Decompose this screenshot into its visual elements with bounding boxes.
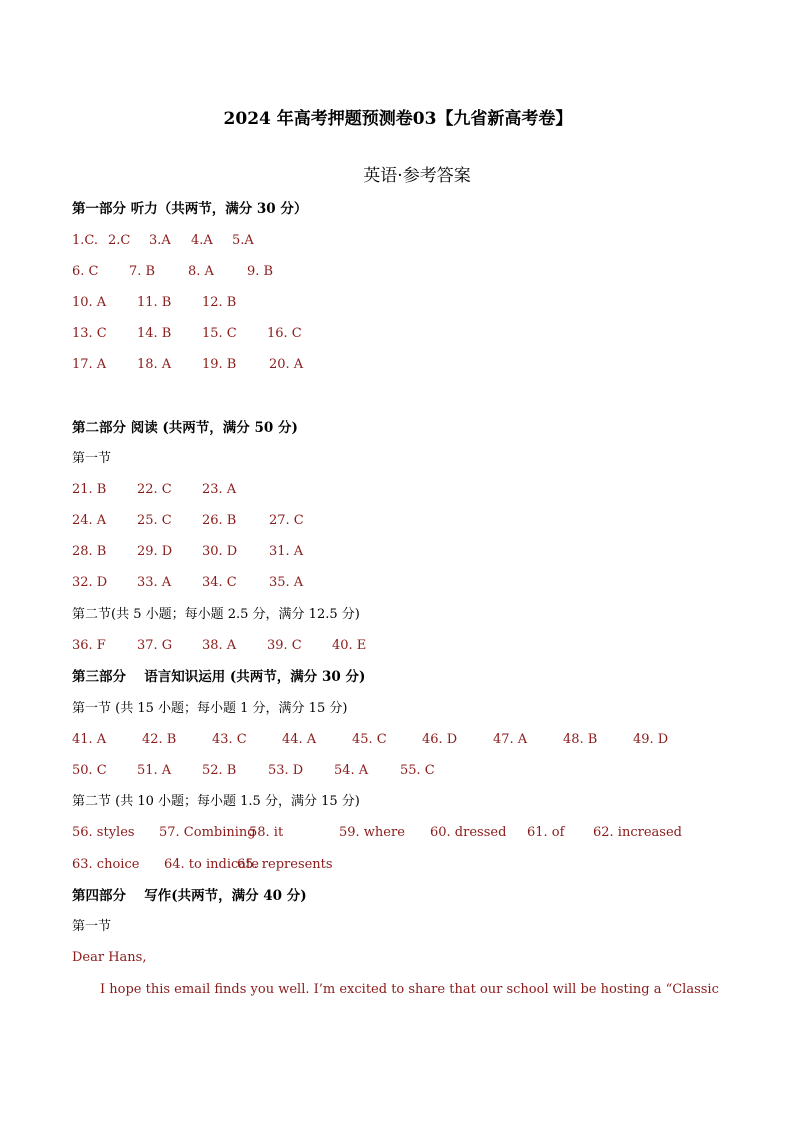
answer-item: 65. represents (237, 857, 333, 872)
answer-item: 47. A (493, 732, 528, 747)
part4-heading: 第四部分 写作(共两节，满分 40 分) (72, 888, 307, 904)
answer-item: 33. A (137, 575, 172, 590)
answer-item: 4.A (191, 233, 213, 248)
answer-item: 36. F (72, 638, 106, 653)
answer-item: 11. B (137, 295, 172, 310)
answer-item: 59. where (339, 825, 405, 840)
answer-item: 30. D (202, 544, 238, 559)
part2-section2-label: 第二节(共 5 小题；每小题 2.5 分，满分 12.5 分) (72, 607, 360, 622)
answer-item: 63. choice (72, 857, 140, 872)
answer-item: 52. B (202, 763, 237, 778)
answer-item: 45. C (352, 732, 387, 747)
page-title (0, 104, 794, 129)
answer-item: 9. B (247, 264, 274, 279)
page-title-text: 2024 年高考押题预测卷03【九省新高考卷】 (223, 109, 573, 129)
answer-item: 43. C (212, 732, 247, 747)
page-subtitle (0, 161, 794, 186)
answer-item: 62. increased (593, 825, 682, 840)
answer-item: 10. A (72, 295, 107, 310)
answer-item: 32. D (72, 575, 108, 590)
part3-section1-label: 第一节 (共 15 小题；每小题 1 分，满分 15 分) (72, 701, 348, 716)
answer-item: 6. C (72, 264, 99, 279)
answer-item: 44. A (282, 732, 317, 747)
letter-greeting: Dear Hans, (72, 950, 147, 965)
answer-item: 55. C (400, 763, 435, 778)
part2-section1-label: 第一节 (72, 451, 112, 466)
answer-item: 53. D (268, 763, 304, 778)
answer-item: 18. A (137, 357, 172, 372)
answer-item: 57. Combining (159, 825, 256, 840)
answer-item: 31. A (269, 544, 304, 559)
answer-item: 3.A (149, 233, 171, 248)
answer-item: 29. D (137, 544, 173, 559)
answer-item: 17. A (72, 357, 107, 372)
answer-item: 48. B (563, 732, 598, 747)
answer-item: 46. D (422, 732, 458, 747)
letter-body-line: I hope this email finds you well. I’m excited to share that our school will be hosting a “Classic (100, 982, 719, 997)
answer-item: 26. B (202, 513, 237, 528)
answer-item: 21. B (72, 482, 107, 497)
answer-item: 15. C (202, 326, 237, 341)
answer-item: 8. A (188, 264, 214, 279)
answer-item: 54. A (334, 763, 369, 778)
answer-item: 49. D (633, 732, 669, 747)
answer-item: 61. of (527, 825, 565, 840)
answer-item: 12. B (202, 295, 237, 310)
answer-item: 56. styles (72, 825, 135, 840)
answer-item: 58. it (249, 825, 284, 840)
part1-heading: 第一部分 听力（共两节，满分 30 分） (72, 201, 308, 217)
answer-item: 13. C (72, 326, 107, 341)
answer-item: 25. C (137, 513, 172, 528)
answer-item: 34. C (202, 575, 237, 590)
answer-item: 38. A (202, 638, 237, 653)
answer-item: 22. C (137, 482, 172, 497)
answer-item: 64. to indicate (164, 857, 259, 872)
answer-item: 2.C (108, 233, 131, 248)
answer-item: 7. B (129, 264, 156, 279)
part4-section1-label: 第一节 (72, 919, 112, 934)
part3-heading: 第三部分 语言知识运用 (共两节，满分 30 分) (72, 669, 366, 685)
answer-item: 42. B (142, 732, 177, 747)
answer-item: 1.C. (72, 233, 99, 248)
answer-item: 37. G (137, 638, 173, 653)
answer-item: 40. E (332, 638, 367, 653)
answer-item: 5.A (232, 233, 254, 248)
answer-item: 27. C (269, 513, 304, 528)
answer-item: 24. A (72, 513, 107, 528)
answer-item: 51. A (137, 763, 172, 778)
answer-item: 19. B (202, 357, 237, 372)
part3-section2-label: 第二节 (共 10 小题；每小题 1.5 分，满分 15 分) (72, 794, 360, 809)
answer-item: 35. A (269, 575, 304, 590)
answer-item: 28. B (72, 544, 107, 559)
answer-item: 16. C (267, 326, 302, 341)
answer-item: 60. dressed (430, 825, 507, 840)
answer-item: 23. A (202, 482, 237, 497)
answer-item: 14. B (137, 326, 172, 341)
part2-heading: 第二部分 阅读 (共两节，满分 50 分) (72, 420, 298, 436)
answer-item: 41. A (72, 732, 107, 747)
answer-item: 20. A (269, 357, 304, 372)
answer-item: 39. C (267, 638, 302, 653)
answer-item: 50. C (72, 763, 107, 778)
page-subtitle-text: 英语·参考答案 (363, 166, 471, 186)
